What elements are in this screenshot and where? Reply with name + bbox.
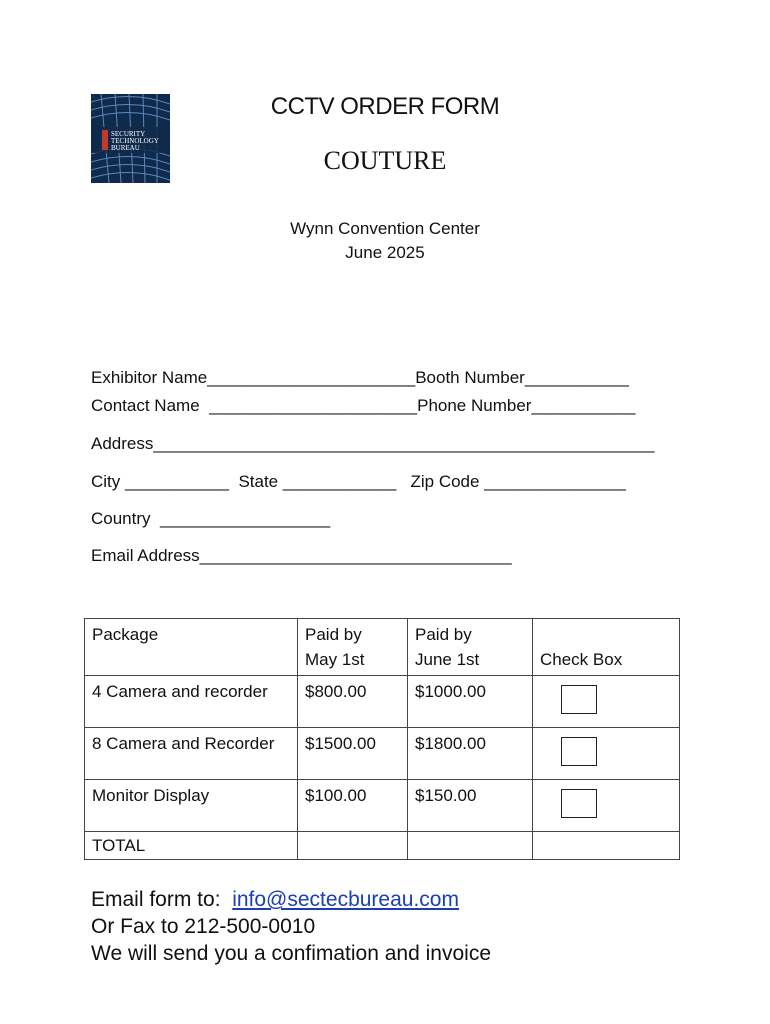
header-may bbox=[298, 619, 408, 676]
table-row bbox=[85, 728, 680, 780]
total-row bbox=[85, 832, 680, 860]
country-line[interactable]: Country __________________ bbox=[91, 509, 331, 528]
price-june: $150.00 bbox=[408, 780, 533, 832]
header-june bbox=[408, 619, 533, 676]
check-cell bbox=[533, 676, 680, 728]
price-june: $1800.00 bbox=[408, 728, 533, 780]
header-may-line1: Paid by bbox=[305, 625, 362, 644]
address-line[interactable]: Address_____________________________________________________ bbox=[91, 434, 655, 453]
logo-line-3: BUREAU bbox=[111, 144, 140, 152]
form-title: CCTV ORDER FORM bbox=[270, 93, 500, 120]
price-june: $1000.00 bbox=[408, 676, 533, 728]
contact-block bbox=[91, 886, 491, 967]
total-may[interactable] bbox=[298, 832, 408, 860]
table-row bbox=[85, 676, 680, 728]
table-header-row bbox=[85, 619, 680, 676]
email-address-line[interactable]: Email Address_________________________________ bbox=[91, 546, 512, 565]
total-check bbox=[533, 832, 680, 860]
header-package: Package bbox=[85, 619, 298, 676]
city-state-zip-line[interactable]: City ___________ State ____________ Zip Code _______________ bbox=[91, 472, 627, 491]
package-name: 4 Camera and recorder bbox=[85, 676, 298, 728]
venue-block bbox=[0, 217, 770, 265]
package-checkbox[interactable] bbox=[561, 789, 597, 818]
logo-line-1: SECURITY bbox=[111, 130, 146, 138]
fax-instruction: Or Fax to 212-500-0010 bbox=[91, 915, 316, 938]
package-name: 8 Camera and Recorder bbox=[85, 728, 298, 780]
check-cell bbox=[533, 728, 680, 780]
price-may: $800.00 bbox=[298, 676, 408, 728]
exhibitor-booth-line[interactable]: Exhibitor Name______________________Booth Number___________ bbox=[91, 368, 629, 387]
check-cell bbox=[533, 780, 680, 832]
header-june-line1: Paid by bbox=[415, 625, 472, 644]
package-name: Monitor Display bbox=[85, 780, 298, 832]
package-checkbox[interactable] bbox=[561, 685, 597, 714]
email-instruction bbox=[91, 886, 491, 913]
price-may: $1500.00 bbox=[298, 728, 408, 780]
table-row bbox=[85, 780, 680, 832]
form-subtitle: COUTURE bbox=[323, 146, 447, 175]
confirmation-note: We will send you a confimation and invoice bbox=[91, 942, 491, 965]
contact-phone-line[interactable]: Contact Name ______________________Phone Number___________ bbox=[91, 396, 636, 415]
total-label: TOTAL bbox=[85, 832, 298, 860]
package-checkbox[interactable] bbox=[561, 737, 597, 766]
logo-line-2: TECHNOLOGY bbox=[111, 137, 159, 145]
total-june[interactable] bbox=[408, 832, 533, 860]
event-date: June 2025 bbox=[345, 243, 425, 262]
header-june-line2: June 1st bbox=[415, 650, 480, 669]
package-table bbox=[84, 618, 680, 860]
email-prefix: Email form to: bbox=[91, 888, 233, 911]
price-may: $100.00 bbox=[298, 780, 408, 832]
email-link[interactable]: info@sectecbureau.com bbox=[232, 888, 459, 911]
venue-name: Wynn Convention Center bbox=[290, 219, 480, 238]
header-check-box: Check Box bbox=[533, 619, 680, 676]
header-may-line2: May 1st bbox=[305, 650, 365, 669]
